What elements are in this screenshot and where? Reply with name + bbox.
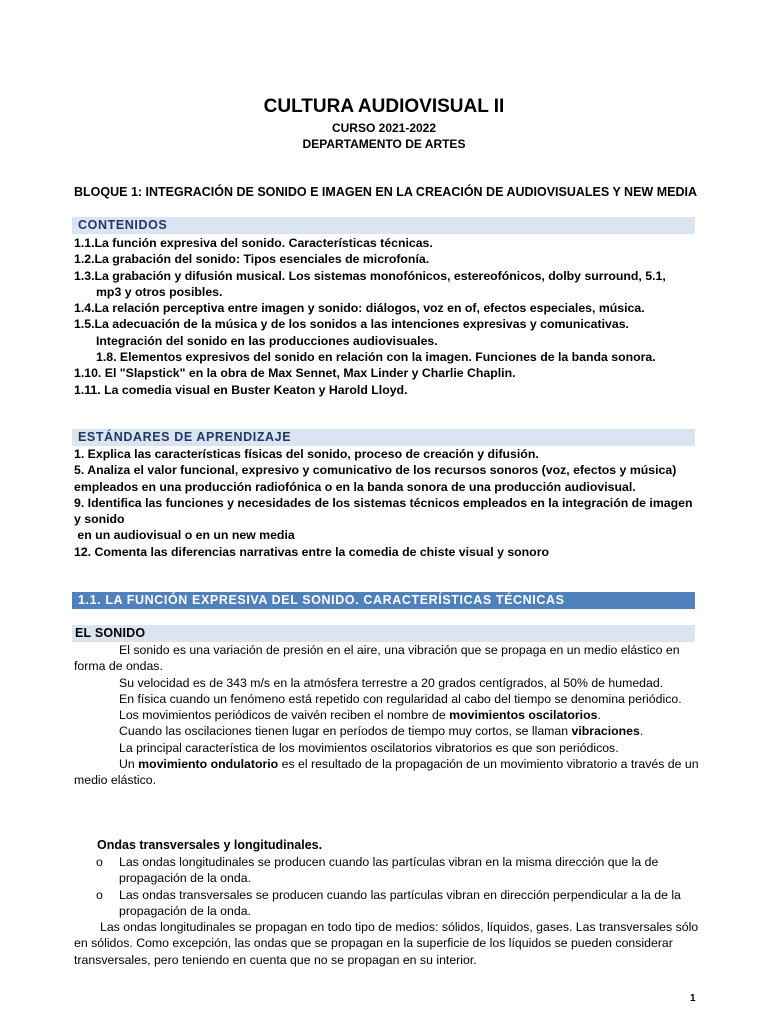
term-bold: movimiento ondulatorio	[138, 757, 279, 772]
department: DEPARTAMENTO DE ARTES	[302, 137, 466, 151]
list-item: 1.4.La relación perceptiva entre imagen y sonido: diálogos, voz en of, efectos especiales, música.	[74, 301, 645, 316]
contenidos-list	[74, 235, 699, 398]
paragraph: Su velocidad es de 343 m/s en la atmósfera terrestre a 20 grados centígrados, al 50% de humedad.	[119, 675, 664, 690]
course-year: CURSO 2021-2022	[331, 121, 437, 135]
list-item: 1.1.La función expresiva del sonido. Características técnicas.	[74, 236, 433, 250]
term-bold: vibraciones	[571, 724, 640, 739]
list-item: 1.8. Elementos expresivos del sonido en relación con la imagen. Funciones de la banda sonora.	[96, 350, 656, 365]
paragraph: Las ondas longitudinales se propagan en todo tipo de medios: sólidos, líquidos, gases. Las transversales sólo en sólidos. Como excepción, las ondas que se propagan en la superficie de los líquidos se pueden considerar transversales, pero teniendo en cuenta que no se propagan en su interior.	[74, 920, 699, 967]
list-item: en un audiovisual o en un new media	[74, 528, 295, 543]
paragraph: Un movimiento ondulatorio es el resultado de la propagación de un movimiento vibratorio a través de un medio elástico.	[74, 757, 699, 788]
list-item: 5. Analiza el valor funcional, expresivo y comunicativo de los recursos sonoros (voz, efectos y música)	[74, 463, 677, 478]
paragraph: Cuando las oscilaciones tienen lugar en períodos de tiempo muy cortos, se llaman vibraciones.	[119, 724, 644, 739]
list-item: o Las ondas longitudinales se producen cuando las partículas vibran en la misma dirección que la de propagación de la onda.	[96, 855, 659, 886]
list-item: 9. Identifica las funciones y necesidades de los sistemas técnicos empleados en la integración de imagen	[74, 495, 693, 510]
list-item: 1.11. La comedia visual en Buster Keaton y Harold Lloyd.	[74, 382, 408, 397]
section-heading: 1.1. LA FUNCIÓN EXPRESIVA DEL SONIDO. CARACTERÍSTICAS TÉCNICAS	[72, 592, 695, 609]
paragraph: La principal característica de los movimientos oscilatorios vibratorios es que son periódicos.	[119, 740, 619, 755]
list-item: 1.2.La grabación del sonido: Tipos esenciales de microfonía.	[74, 252, 430, 267]
page-number: 1	[690, 993, 696, 1004]
paragraph: El sonido es una variación de presión en el aire, una vibración que se propaga en un medio elástico en forma de ondas.	[74, 643, 680, 674]
document-title: CULTURA AUDIOVISUAL II	[263, 96, 505, 117]
list-item: 1. Explica las características físicas del sonido, proceso de creación y difusión.	[74, 447, 539, 461]
sonido-heading: EL SONIDO	[72, 625, 695, 642]
ondas-body	[74, 919, 700, 968]
sonido-body	[74, 642, 700, 789]
list-item: 12. Comenta las diferencias narrativas entre la comedia de chiste visual y sonoro	[74, 544, 549, 559]
list-item: 1.3.La grabación y difusión musical. Los sistemas monofónicos, estereofónicos, dolby surround, 5.1,	[74, 268, 666, 283]
list-item: o Las ondas transversales se producen cuando las partículas vibran en dirección perpendicular a la de la propagación de la onda.	[96, 887, 681, 918]
estandares-heading: ESTÁNDARES DE APRENDIZAJE	[72, 429, 695, 446]
bullet-icon: o	[96, 855, 103, 869]
ondas-bullets	[74, 854, 700, 919]
paragraph: En física cuando un fenómeno está repetido con regularidad al cabo del tiempo se denomina periódico.	[119, 691, 682, 706]
list-item: 1.10. El "Slapstick" en la obra de Max Sennet, Max Linder y Charlie Chaplin.	[74, 366, 516, 381]
list-item: Integración del sonido en las producciones audiovisuales.	[96, 333, 438, 348]
block-title: BLOQUE 1: INTEGRACIÓN DE SONIDO E IMAGEN EN LA CREACIÓN DE AUDIOVISUALES Y NEW MEDIA	[74, 185, 697, 199]
list-item: y sonido	[74, 512, 125, 527]
contenidos-heading: CONTENIDOS	[72, 217, 695, 234]
paragraph: Los movimientos periódicos de vaivén reciben el nombre de movimientos oscilatorios.	[119, 708, 601, 723]
bullet-icon: o	[96, 887, 103, 902]
term-bold: movimientos oscilatorios	[449, 708, 598, 723]
ondas-heading: Ondas transversales y longitudinales.	[97, 838, 323, 852]
estandares-list	[74, 446, 699, 560]
list-item: mp3 y otros posibles.	[96, 284, 223, 299]
list-item: empleados en una producción radiofónica o en la banda sonora de una producción audiovisual.	[74, 479, 636, 494]
list-item: 1.5.La adecuación de la música y de los sonidos a las intenciones expresivas y comunicativas.	[74, 317, 629, 332]
